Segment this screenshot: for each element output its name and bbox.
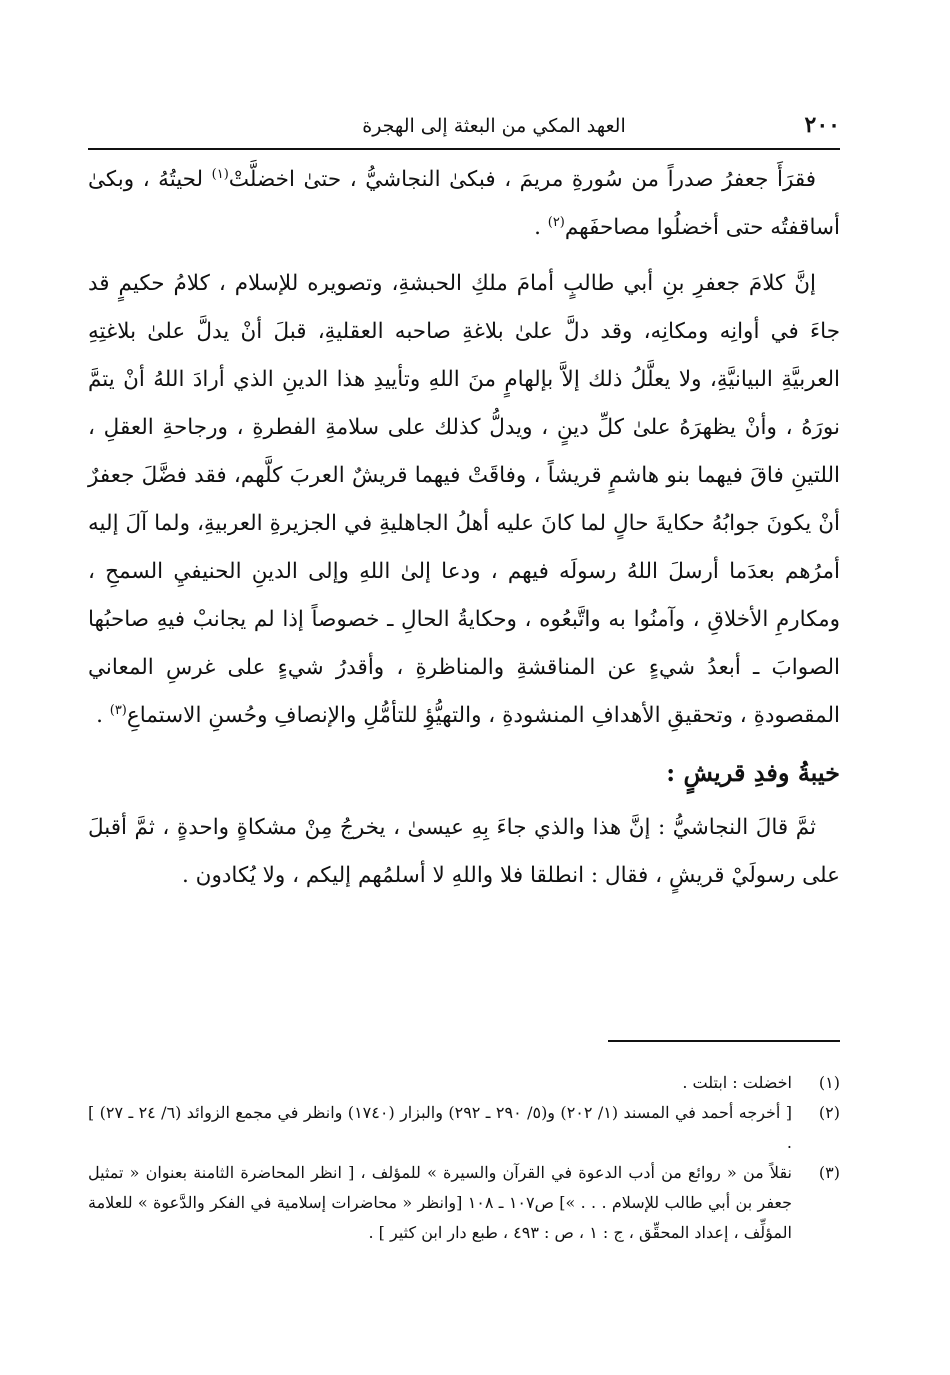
footnotes-section xyxy=(88,1040,840,1248)
section-heading: خيبةُ وفدِ قريشٍ : xyxy=(666,758,840,787)
paragraph-1-part-2: لحيتُهُ ، وبكىٰ أساقفتُه حتى أخضلُوا مصاحفَهم xyxy=(88,167,840,240)
running-title: العهد المكي من البعثة إلى الهجرة xyxy=(362,115,626,137)
footnote-ref-3: (٣) xyxy=(109,702,127,718)
footnote-2 xyxy=(88,1098,840,1158)
footnote-1 xyxy=(88,1068,840,1098)
paragraph-2-part-1: إنَّ كلامَ جعفرِ بنِ أبي طالبٍ أمامَ ملكِ الحبشةِ، وتصويره للإسلام ، كلامُ حكيمٍ قد جاءَ في أوانِه ومكانِه، وقد دلَّ علىٰ بلاغةِ صاحبه العقليةِ، قبلَ أنْ يدلَّ علىٰ بلاغتِهِ العربيَّةِ البيانيَّةِ، ولا يعلَّلُ ذلك إلاَّ بإلهامٍ منَ اللهِ وتأييدِ هذا الدينِ الذي أرادَ اللهُ أنْ يتمَّ نورَهُ ، وأنْ يظهرَهُ علىٰ كلِّ دينٍ ، ويدلُّ كذلك على سلامةِ الفطرةِ ، ورجاحةِ العقلِ ، اللتينِ فاقَ فيهما بنو هاشمٍ قريشاً ، وفاقَتْ فيهما قريشٌ العربَ كلَّهم، فقد فضَّلَ جعفرٌ أنْ يكونَ جوابُهُ حكايةَ حالٍ لما كانَ عليه أهلُ الجاهليةِ في الجزيرةِ العربيةِ، ولما آلَ إليه أمرُهم بعدَما أرسلَ اللهُ رسولَه فيهم ، ودعا إلىٰ اللهِ وإلى الدينِ الحنيفيِ السمحِ ، ومكارمِ الأخلاقِ ، وآمنُوا به واتَّبعُوه ، وحكايةُ الحالِ ـ خصوصاً إذا لم يجانبْ فيهِ صاحبُها الصوابَ ـ أبعدُ شيءٍ عن المناقشةِ والمناظرةِ ، وأقدرُ شيءٍ على غرسِ المعاني المقصودةِ ، وتحقيقِ الأهدافِ المنشودةِ ، والتهيُّؤِ للتأمُّلِ والإنصافِ وحُسنِ الاستماعِ xyxy=(88,271,840,728)
footnote-list xyxy=(88,1068,840,1248)
paragraph-2 xyxy=(88,260,840,740)
paragraph-3: ثمَّ قالَ النجاشيُّ : إنَّ هذا والذي جاءَ بِهِ عيسىٰ ، يخرجُ مِنْ مشكاةٍ واحدةٍ ، ثمَّ أقبلَ على رسولَيْ قريشٍ ، فقال : انطلقا فلا واللهِ لا أسلمُهم إليكم ، ولا يُكادون . xyxy=(88,815,840,888)
book-page xyxy=(88,112,840,908)
footnote-number: (٢) xyxy=(818,1103,840,1122)
paragraph-1-part-3: . xyxy=(534,215,548,240)
page-number: ٢٠٠ xyxy=(804,112,840,138)
paragraph-2-part-2: . xyxy=(96,703,110,728)
main-text xyxy=(88,156,840,900)
footnote-divider xyxy=(608,1040,840,1042)
paragraph-1-part-1: فقرَأَ جعفرُ صدراً من سُورةِ مريمَ ، فبكىٰ النجاشيُّ ، حتىٰ اخضلَّتْ xyxy=(228,167,816,192)
footnote-number: (٣) xyxy=(818,1163,840,1182)
footnote-text: [ أخرجه أحمد في المسند (١/ ٢٠٢) و(٥/ ٢٩٠ ـ ٢٩٢) والبزار (١٧٤٠) وانظر في مجمع الزوائد (٦/ ٢٤ ـ ٢٧) ] . xyxy=(88,1103,793,1152)
footnote-ref-2: (٢) xyxy=(547,214,565,230)
footnote-ref-1: (١) xyxy=(211,166,229,182)
footnote-number: (١) xyxy=(818,1073,840,1092)
footnote-text: نقلاً من « روائع من أدب الدعوة في القرآن والسيرة » للمؤلف ، [ انظر المحاضرة الثامنة بعنوان « تمثيل جعفر بن أبي طالب للإسلام . . . »] ص١٠٧ ـ ١٠٨ [وانظر « محاضرات إسلامية في الفكر والدَّعوة » للعلامة المؤلِّف ، إعداد المحقِّق ، ج : ١ ، ص : ٤٩٣ ، طبع دار ابن كثير ] . xyxy=(88,1163,793,1242)
paragraph-1 xyxy=(88,156,840,252)
footnote-text: اخضلت : ابتلت . xyxy=(682,1073,792,1092)
footnote-3 xyxy=(88,1158,840,1248)
page-header xyxy=(88,112,840,150)
